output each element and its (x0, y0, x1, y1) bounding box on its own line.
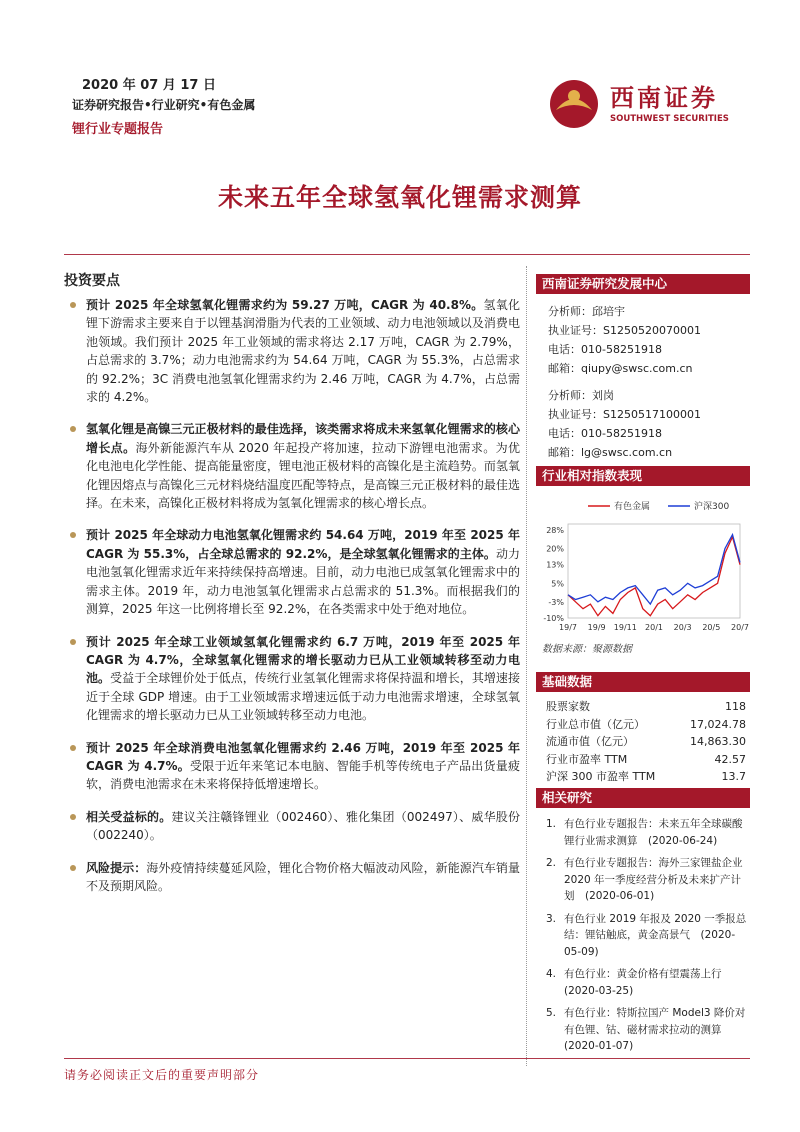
brand-name-en: SOUTHWEST SECURITIES (610, 114, 729, 124)
related-item-number: 3. (546, 912, 557, 925)
stat-value: 17,024.78 (690, 717, 746, 731)
side-column (536, 274, 750, 462)
related-research-header: 相关研究 (536, 788, 750, 808)
related-item-text: 有色行业 2019 年报及 2020 一季报总结：锂钴触底，黄金高景气 (2020-05-09) (564, 912, 747, 958)
paragraph-text: 建议关注赣锋锂业（002460）、雅化集团（002497）、威华股份（002240）。 (86, 809, 520, 843)
stat-row (536, 733, 750, 751)
header-rule (64, 254, 750, 255)
paragraph (64, 859, 520, 896)
stat-value: 118 (725, 700, 746, 713)
analyst-name: 分析师：邱培宇 (548, 305, 625, 318)
related-item-number: 5. (546, 1007, 557, 1019)
stat-row (536, 716, 750, 734)
related-item[interactable] (536, 816, 750, 849)
legend-label: 沪深300 (694, 502, 730, 512)
x-tick-label: 20/7 (731, 623, 749, 632)
index-section (536, 466, 750, 655)
paragraph (64, 296, 520, 406)
bullet-icon (70, 639, 76, 645)
basic-data-section (536, 672, 750, 786)
y-tick-label: 5% (551, 579, 564, 589)
analyst-phone: 电话：010-58251918 (548, 427, 662, 440)
y-tick-label: -3% (548, 597, 564, 607)
y-tick-label: 13% (546, 560, 564, 570)
bullet-icon (70, 426, 76, 432)
brand-logo (548, 74, 748, 134)
stat-row (536, 751, 750, 769)
page-title: 未来五年全球氢氧化锂需求测算 (217, 183, 582, 212)
stat-label: 行业市盈率 TTM (546, 752, 628, 766)
bullet-icon (70, 745, 76, 751)
y-tick-label: 20% (546, 544, 564, 554)
paragraph-lead: 预计 2025 年全球工业领域氢氧化锂需求约 6.7 万吨，2019 年至 2025 年 CAGR 为 4.7%，全球氢氧化锂需求的增长驱动力已从工业领域转移至动力电池。 (86, 634, 520, 686)
paragraph-lead: 氢氧化锂是高镍三元正极材料的最佳选择，该类需求将成未来氢氧化锂需求的核心增长点。 (86, 422, 520, 455)
analyst-email: 邮箱：lg@swsc.com.cn (548, 446, 673, 459)
related-item-text: 有色行业：特斯拉国产 Model3 降价对有色锂、钴、磁材需求拉动的测算 (2020-01-07) (564, 1007, 746, 1052)
bullet-icon (70, 814, 76, 820)
x-tick-label: 20/1 (645, 623, 663, 632)
paragraph-text: 氢氧化锂下游需求主要来自于以锂基润滑脂为代表的工业领域、动力电池领域以及消费电池领域。我们预计 2025 年工业领域的需求将达 2.17 万吨，CAGR 为 2.79%，占总需求的 3.7%；动力电池需求约为 54.64 万吨，CAGR 为 55.3%，占总需求的 92.2%；3C 消费电池氢氧化锂需求约为 2.46 万吨，CAGR 为 4.7%，占总需求的 4.2%。 (86, 298, 520, 405)
series-line (568, 537, 740, 616)
plot-frame (568, 524, 740, 618)
x-tick-label: 20/5 (702, 623, 721, 632)
paragraph-lead: 预计 2025 年全球消费电池氢氧化锂需求约 2.46 万吨，2019 年至 2025 年 CAGR 为 4.7%。 (86, 740, 520, 773)
report-subtitle: 锂行业专题报告 (72, 122, 164, 137)
paragraph (64, 808, 520, 845)
analyst-email: 邮箱：qiupy@swsc.com.cn (548, 362, 693, 375)
related-item-text: 有色行业专题报告：海外三家锂盐企业 2020 年一季度经营分析及未来扩产计划 (2020-06-01) (564, 857, 743, 902)
analyst-phone: 电话：010-58251918 (548, 343, 662, 356)
main-column (64, 296, 520, 909)
stat-row (536, 768, 750, 786)
stat-label: 股票家数 (546, 700, 590, 713)
paragraph-text: 受益于全球锂价处于低点，传统行业氢氧化锂需求将保持温和增长，其增速接近于全球 GDP 增速。由于工业领域需求增速远低于动力电池需求增速，全球氢氧化锂需求的增长驱动力已从工业领域转移至动力电池。 (86, 671, 520, 723)
brand-name-cn: 西南证券 (610, 84, 718, 112)
related-item-number: 4. (546, 968, 557, 980)
footer-disclaimer[interactable]: 请务必阅读正文后的重要声明部分 (64, 1068, 260, 1082)
stat-label: 沪深 300 市盈率 TTM (546, 770, 656, 783)
paragraph (64, 739, 520, 794)
related-item-number: 1. (546, 818, 557, 830)
x-tick-label: 20/3 (673, 623, 692, 632)
paragraph (64, 526, 520, 618)
paragraph (64, 633, 520, 725)
stat-label: 行业总市值（亿元） (546, 717, 645, 731)
stat-value: 13.7 (721, 770, 746, 783)
x-tick-label: 19/9 (587, 623, 606, 632)
related-item-text: 有色行业专题报告：未来五年全球碳酸锂行业需求测算 (2020-06-24) (564, 818, 743, 847)
paragraph-text: 受限于近年来笔记本电脑、智能手机等传统电子产品出货量疲软，消费电池需求在未来将保持低增速增长。 (86, 758, 520, 792)
report-date: 2020 年 07 月 17 日 (82, 78, 216, 93)
related-research-section (536, 788, 750, 1061)
related-item[interactable] (536, 855, 750, 905)
paragraph-text: 海外疫情持续蔓延风险，锂化合物价格大幅波动风险，新能源汽车销量不及预期风险。 (86, 860, 520, 893)
related-item[interactable] (536, 1005, 750, 1055)
bullet-icon (70, 302, 76, 308)
legend-label: 有色金属 (614, 502, 651, 512)
x-tick-label: 19/7 (559, 623, 577, 632)
related-item-text: 有色行业：黄金价格有望震荡上行 (2020-03-25) (564, 968, 732, 997)
y-tick-label: -10% (543, 614, 564, 623)
paragraph-lead: 风险提示： (86, 860, 147, 875)
analyst-name: 分析师：刘岗 (548, 389, 614, 402)
report-category: 证券研究报告•行业研究•有色金属 (72, 98, 256, 112)
stat-value: 42.57 (714, 752, 746, 766)
stat-row (536, 698, 750, 716)
stat-label: 流通市值（亿元） (546, 735, 634, 748)
x-tick-label: 19/11 (613, 623, 637, 632)
paragraph-lead: 预计 2025 年全球动力电池氢氧化锂需求约 54.64 万吨，2019 年至 2025 年 CAGR 为 55.3%，占全球总需求的 92.2%，是全球氢氧化锂需求的主体。 (86, 528, 520, 561)
analyst-license: 执业证号：S1250517100001 (548, 408, 701, 421)
y-tick-label: 28% (546, 526, 564, 535)
analyst-license: 执业证号：S1250520070001 (548, 324, 701, 337)
paragraph (64, 420, 520, 512)
research-center-header: 西南证券研究发展中心 (536, 274, 750, 294)
paragraph-lead: 预计 2025 年全球氢氧化锂需求约为 59.27 万吨，CAGR 为 40.8%。 (86, 298, 484, 312)
section-title: 投资要点 (64, 273, 120, 289)
relative-index-chart (536, 490, 750, 636)
paragraph-text: 动力电池氢氧化锂需求近年来持续保持高增速。目前，动力电池已成氢氧化锂需求中的需求主体。2019 年，动力电池氢氧化锂需求占总需求的 51.3%。而根据我们的测算，2025 年这一比例将增长至 92.2%，在各类需求中处于绝对地位。 (86, 546, 520, 617)
footer-rule (64, 1058, 750, 1059)
related-item[interactable] (536, 966, 750, 999)
related-item[interactable] (536, 911, 750, 961)
data-source: 数据来源：聚源数据 (542, 644, 632, 655)
paragraph-lead: 相关受益标的。 (86, 809, 172, 824)
paragraph-text: 海外新能源汽车从 2020 年起投产将加速，拉动下游锂电池需求。为优化电池电化学性能、提高能量密度，锂电池正极材料的高镍化是主流趋势。而氢氧化锂因熔点与高镍化三元材料烧结温度匹配等特点，是高镍三元正极材料的最佳选择。在未来，高镍化正极材料将成为氢氧化锂需求的核心增长点。 (86, 440, 520, 511)
related-item-number: 2. (546, 857, 557, 869)
series-line (568, 535, 740, 605)
basic-data-header: 基础数据 (536, 672, 750, 692)
stat-value: 14,863.30 (690, 735, 746, 748)
index-header: 行业相对指数表现 (536, 466, 750, 486)
bullet-icon (70, 532, 76, 538)
column-divider (526, 266, 527, 1066)
bullet-icon (70, 865, 76, 871)
